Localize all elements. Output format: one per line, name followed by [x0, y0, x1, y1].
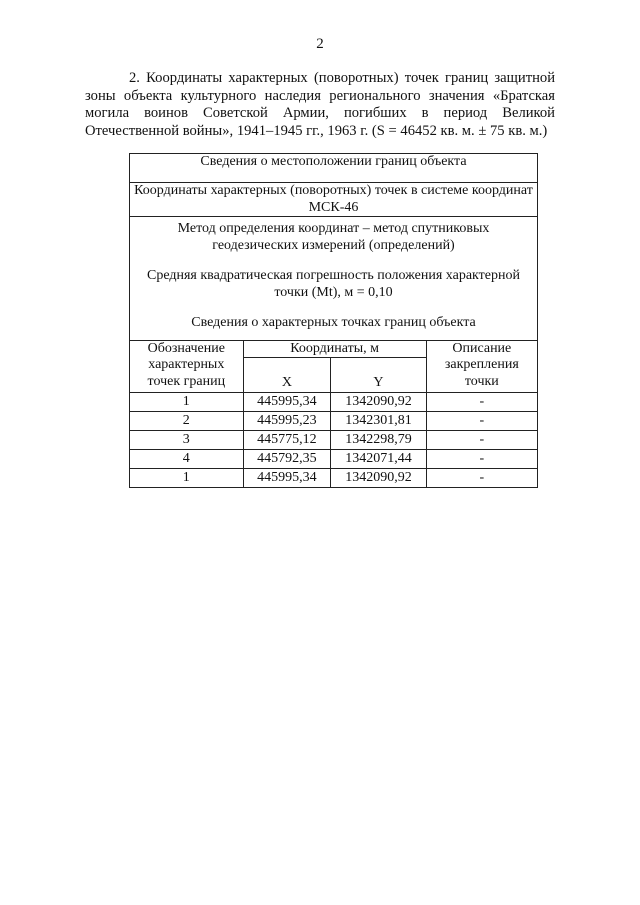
table-row — [130, 392, 538, 411]
col-x — [243, 358, 331, 393]
col-coordinates: Координаты, м — [243, 340, 426, 358]
cell-point: 1 — [130, 392, 244, 411]
accuracy-text: Средняя квадратическая погрешность положения характерной точки (Mt), м = 0,10 — [147, 268, 520, 300]
col-y-label: Y — [373, 375, 384, 390]
cell-y: 1342301,81 — [331, 411, 426, 430]
cell-y: 1342090,92 — [331, 468, 426, 487]
col-y — [331, 358, 426, 393]
cell-x: 445995,23 — [243, 411, 331, 430]
method-text: Метод определения координат – метод спутниковых геодезических измерений (определений) — [177, 221, 490, 253]
cell-y: 1342090,92 — [331, 392, 426, 411]
cell-x: 445995,34 — [243, 392, 331, 411]
table-row — [130, 411, 538, 430]
cell-point: 3 — [130, 430, 244, 449]
page-number: 2 — [316, 36, 324, 52]
cell-point: 2 — [130, 411, 244, 430]
cell-x: 445792,35 — [243, 449, 331, 468]
col-designation: Обозначение характерных точек границ — [130, 340, 244, 392]
coordinates-table — [129, 153, 538, 488]
cell-point: 4 — [130, 449, 244, 468]
cell-y: 1342298,79 — [331, 430, 426, 449]
coordinate-system: Координаты характерных (поворотных) точек в системе координат МСК-46 — [130, 183, 538, 217]
table-row — [130, 449, 538, 468]
cell-description: - — [426, 392, 537, 411]
cell-point: 1 — [130, 468, 244, 487]
table-row — [130, 468, 538, 487]
cell-description: - — [426, 430, 537, 449]
method-section — [130, 217, 538, 341]
intro-paragraph: 2. Координаты характерных (поворотных) точек границ защитной зоны объекта культурного наследия регионального значения «Братская могила воинов Советской Армии, погибших в период Великой Отечественной войны», 1941–1945 гг., 1963 г. (S = 46452 кв. м. ± 75 кв. м.) — [85, 70, 555, 139]
cell-description: - — [426, 411, 537, 430]
cell-x: 445995,34 — [243, 468, 331, 487]
table-title: Сведения о местоположении границ объекта — [130, 154, 538, 183]
cell-x: 445775,12 — [243, 430, 331, 449]
cell-description: - — [426, 468, 537, 487]
points-info-text: Сведения о характерных точках границ объекта — [191, 315, 476, 330]
cell-description: - — [426, 449, 537, 468]
col-x-label: X — [281, 375, 292, 390]
table-row — [130, 430, 538, 449]
col-description: Описание закрепления точки — [426, 340, 537, 392]
cell-y: 1342071,44 — [331, 449, 426, 468]
